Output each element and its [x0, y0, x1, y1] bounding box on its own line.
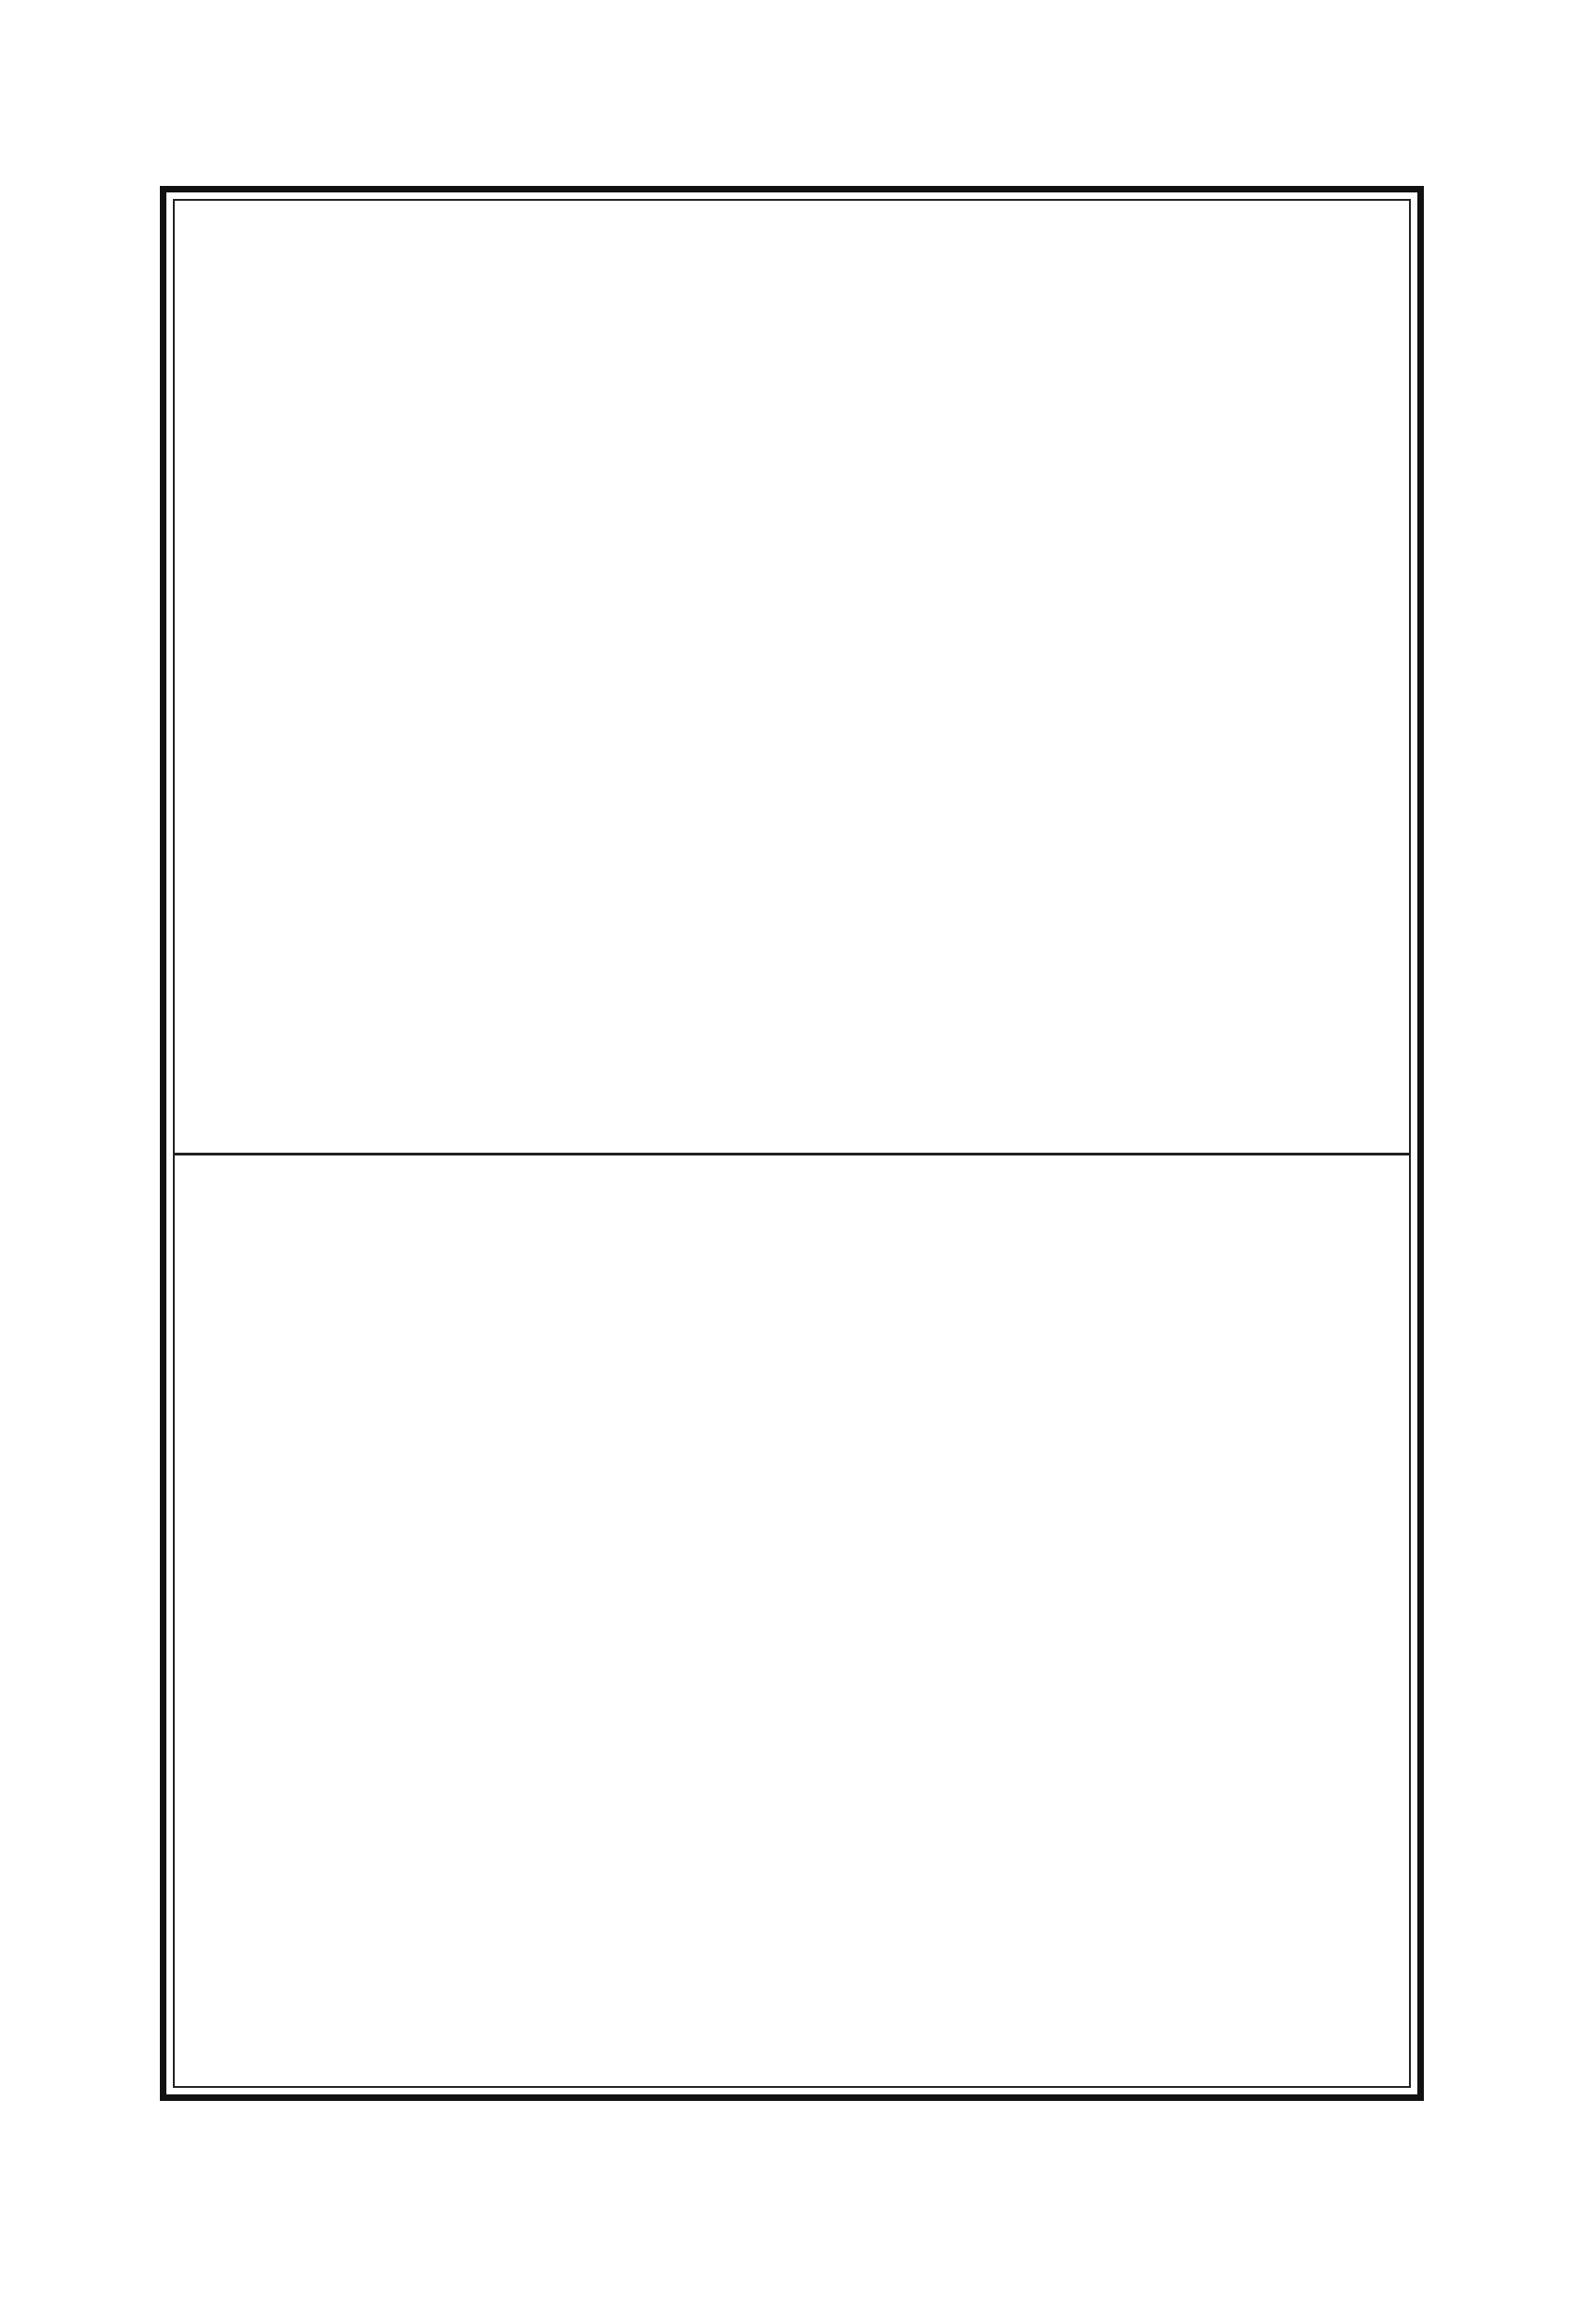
page-border-inner [173, 199, 1411, 2088]
watermark [771, 1153, 1273, 1311]
